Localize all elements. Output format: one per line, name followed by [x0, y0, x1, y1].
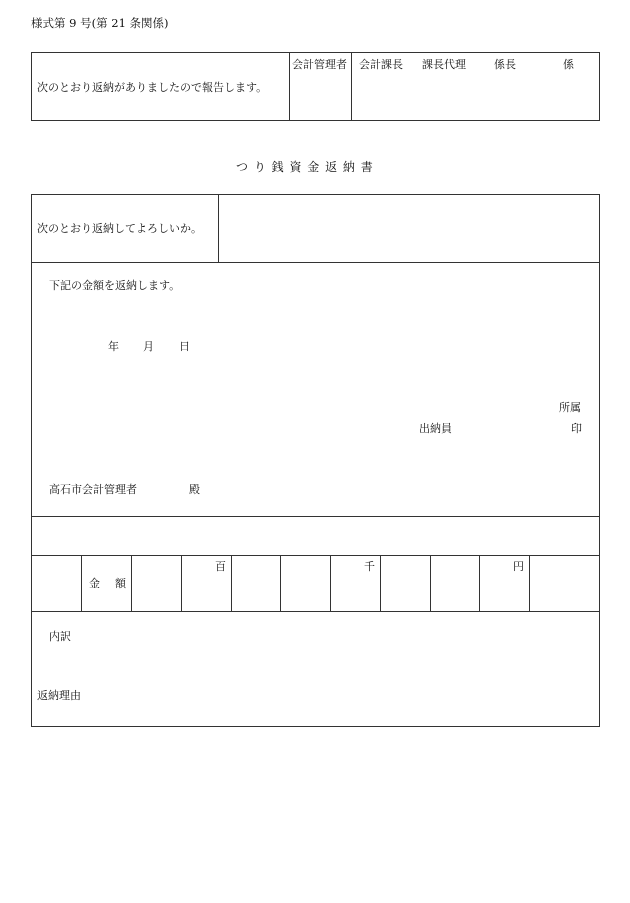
seal-label: 印 — [571, 422, 582, 435]
main-form — [31, 194, 600, 727]
addressee-label: 高石市会計管理者 — [49, 483, 137, 496]
amount-label-2: 額 — [115, 577, 126, 590]
statement-text: 下記の金額を返納します。 — [49, 279, 181, 292]
cashier-label: 出納員 — [419, 422, 452, 435]
page-title: つ り 銭 資 金 返 納 書 — [236, 160, 374, 174]
affiliation-label: 所属 — [559, 401, 581, 414]
form-number-label: 様式第 9 号(第 21 条関係) — [31, 16, 169, 30]
report-table — [31, 52, 600, 121]
thousand-unit: 千 — [364, 560, 375, 573]
accountant-label: 会計管理者 — [292, 58, 347, 71]
subsection-chief-label: 係長 — [494, 58, 516, 71]
hundred-unit: 百 — [215, 560, 226, 573]
section-chief-label: 会計課長 — [359, 58, 403, 71]
deputy-label: 課長代理 — [422, 58, 466, 71]
staff-label: 係 — [563, 58, 574, 71]
approval-text: 次のとおり返納してよろしいか。 — [37, 222, 202, 235]
honorific-label: 殿 — [189, 483, 200, 496]
year-label: 年 — [108, 340, 119, 353]
month-label: 月 — [143, 340, 154, 353]
yen-unit: 円 — [513, 560, 524, 573]
reason-label: 返納理由 — [37, 689, 81, 702]
amount-label-1: 金 — [89, 577, 100, 590]
day-label: 日 — [179, 340, 190, 353]
report-text: 次のとおり返納がありましたので報告します。 — [37, 81, 268, 94]
breakdown-label: 内訳 — [49, 630, 71, 643]
